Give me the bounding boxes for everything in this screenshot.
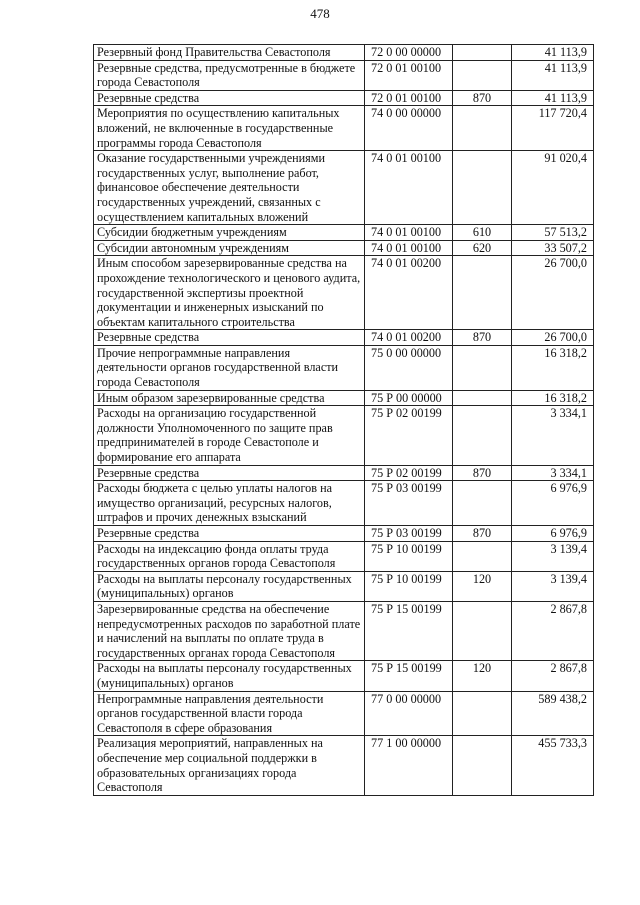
row-name-cell: Расходы на выплаты персоналу государственных (муниципальных) органов	[94, 571, 365, 601]
row-amount-cell: 41 113,9	[512, 60, 594, 90]
row-vr-cell: 870	[453, 330, 512, 346]
row-name-cell: Расходы на организацию государственной должности Уполномоченного по защите прав предпринимателей в городе Севастополе и формирование его аппарата	[94, 406, 365, 465]
row-code-cell: 75 Р 15 00199	[365, 661, 453, 691]
row-name-cell: Резервные средства	[94, 465, 365, 481]
table-row	[94, 240, 594, 256]
row-amount-cell: 3 334,1	[512, 406, 594, 465]
table-row	[94, 330, 594, 346]
table-row	[94, 151, 594, 225]
row-name-cell: Реализация мероприятий, направленных на обеспечение мер социальной поддержки в образовательных организациях города Севастополя	[94, 736, 365, 795]
row-vr-cell: 120	[453, 571, 512, 601]
table-row	[94, 106, 594, 151]
row-amount-cell: 589 438,2	[512, 691, 594, 736]
row-vr-cell: 620	[453, 240, 512, 256]
table-row	[94, 256, 594, 330]
table-row	[94, 90, 594, 106]
row-vr-cell: 610	[453, 225, 512, 241]
row-amount-cell: 3 139,4	[512, 541, 594, 571]
row-vr-cell: 870	[453, 465, 512, 481]
row-code-cell: 75 Р 02 00199	[365, 406, 453, 465]
row-name-cell: Зарезервированные средства на обеспечение непредусмотренных расходов по заработной плате и начислений на выплаты по оплате труда в государственных органах города Севастополя	[94, 601, 365, 660]
budget-table-body	[94, 45, 594, 796]
row-name-cell: Иным способом зарезервированные средства на прохождение технологического и ценового аудита, государственной экспертизы проектной документации и инженерных изысканий по объектам капитального строительства	[94, 256, 365, 330]
row-name-cell: Иным образом зарезервированные средства	[94, 390, 365, 406]
row-code-cell: 74 0 01 00200	[365, 256, 453, 330]
row-code-cell: 72 0 01 00100	[365, 60, 453, 90]
row-amount-cell: 16 318,2	[512, 345, 594, 390]
row-vr-cell: 870	[453, 90, 512, 106]
table-row	[94, 481, 594, 526]
row-code-cell: 75 Р 15 00199	[365, 601, 453, 660]
table-row	[94, 526, 594, 542]
table-row	[94, 541, 594, 571]
row-name-cell: Оказание государственными учреждениями государственных услуг, выполнение работ, финансовое обеспечение деятельности государственных учреждений, связанных с осуществлением капитальных вложений	[94, 151, 365, 225]
row-name-cell: Резервные средства	[94, 90, 365, 106]
row-code-cell: 75 Р 03 00199	[365, 526, 453, 542]
row-amount-cell: 41 113,9	[512, 45, 594, 61]
row-vr-cell	[453, 390, 512, 406]
row-vr-cell	[453, 736, 512, 795]
table-row	[94, 465, 594, 481]
row-code-cell: 74 0 01 00100	[365, 240, 453, 256]
table-row	[94, 406, 594, 465]
row-amount-cell: 16 318,2	[512, 390, 594, 406]
table-row	[94, 345, 594, 390]
table-row	[94, 225, 594, 241]
row-code-cell: 77 0 00 00000	[365, 691, 453, 736]
table-row	[94, 691, 594, 736]
row-code-cell: 74 0 01 00100	[365, 225, 453, 241]
row-amount-cell: 6 976,9	[512, 481, 594, 526]
row-amount-cell: 3 139,4	[512, 571, 594, 601]
row-name-cell: Резервные средства	[94, 526, 365, 542]
row-name-cell: Расходы на выплаты персоналу государственных (муниципальных) органов	[94, 661, 365, 691]
table-row	[94, 601, 594, 660]
row-code-cell: 72 0 01 00100	[365, 90, 453, 106]
row-vr-cell: 120	[453, 661, 512, 691]
table-row	[94, 661, 594, 691]
row-amount-cell: 3 334,1	[512, 465, 594, 481]
row-code-cell: 77 1 00 00000	[365, 736, 453, 795]
row-code-cell: 75 Р 10 00199	[365, 571, 453, 601]
row-name-cell: Субсидии бюджетным учреждениям	[94, 225, 365, 241]
row-code-cell: 75 Р 00 00000	[365, 390, 453, 406]
row-amount-cell: 41 113,9	[512, 90, 594, 106]
row-amount-cell: 26 700,0	[512, 256, 594, 330]
row-vr-cell	[453, 406, 512, 465]
row-name-cell: Субсидии автономным учреждениям	[94, 240, 365, 256]
row-code-cell: 75 Р 10 00199	[365, 541, 453, 571]
row-vr-cell	[453, 106, 512, 151]
row-amount-cell: 57 513,2	[512, 225, 594, 241]
row-code-cell: 75 Р 02 00199	[365, 465, 453, 481]
row-amount-cell: 117 720,4	[512, 106, 594, 151]
row-vr-cell: 870	[453, 526, 512, 542]
row-code-cell: 75 Р 03 00199	[365, 481, 453, 526]
row-vr-cell	[453, 45, 512, 61]
row-code-cell: 75 0 00 00000	[365, 345, 453, 390]
table-row	[94, 736, 594, 795]
row-vr-cell	[453, 60, 512, 90]
row-name-cell: Резервный фонд Правительства Севастополя	[94, 45, 365, 61]
row-vr-cell	[453, 256, 512, 330]
row-name-cell: Резервные средства, предусмотренные в бюджете города Севастополя	[94, 60, 365, 90]
row-amount-cell: 91 020,4	[512, 151, 594, 225]
row-vr-cell	[453, 345, 512, 390]
row-amount-cell: 2 867,8	[512, 661, 594, 691]
table-row	[94, 390, 594, 406]
budget-table	[93, 44, 594, 796]
row-code-cell: 74 0 00 00000	[365, 106, 453, 151]
row-amount-cell: 455 733,3	[512, 736, 594, 795]
row-code-cell: 72 0 00 00000	[365, 45, 453, 61]
row-code-cell: 74 0 01 00200	[365, 330, 453, 346]
row-name-cell: Расходы бюджета с целью уплаты налогов на имущество организаций, ресурсных налогов, штрафов и прочих денежных взысканий	[94, 481, 365, 526]
row-amount-cell: 26 700,0	[512, 330, 594, 346]
row-vr-cell	[453, 151, 512, 225]
row-vr-cell	[453, 481, 512, 526]
row-name-cell: Непрограммные направления деятельности органов государственной власти города Севастополя в сфере образования	[94, 691, 365, 736]
table-row	[94, 45, 594, 61]
row-vr-cell	[453, 691, 512, 736]
table-row	[94, 571, 594, 601]
row-name-cell: Резервные средства	[94, 330, 365, 346]
page-number: 478	[310, 6, 330, 21]
row-vr-cell	[453, 541, 512, 571]
row-amount-cell: 6 976,9	[512, 526, 594, 542]
row-name-cell: Прочие непрограммные направления деятельности органов государственной власти города Севастополя	[94, 345, 365, 390]
row-name-cell: Мероприятия по осуществлению капитальных вложений, не включенные в государственные программы города Севастополя	[94, 106, 365, 151]
row-amount-cell: 2 867,8	[512, 601, 594, 660]
row-name-cell: Расходы на индексацию фонда оплаты труда государственных органов города Севастополя	[94, 541, 365, 571]
row-vr-cell	[453, 601, 512, 660]
table-row	[94, 60, 594, 90]
row-code-cell: 74 0 01 00100	[365, 151, 453, 225]
row-amount-cell: 33 507,2	[512, 240, 594, 256]
